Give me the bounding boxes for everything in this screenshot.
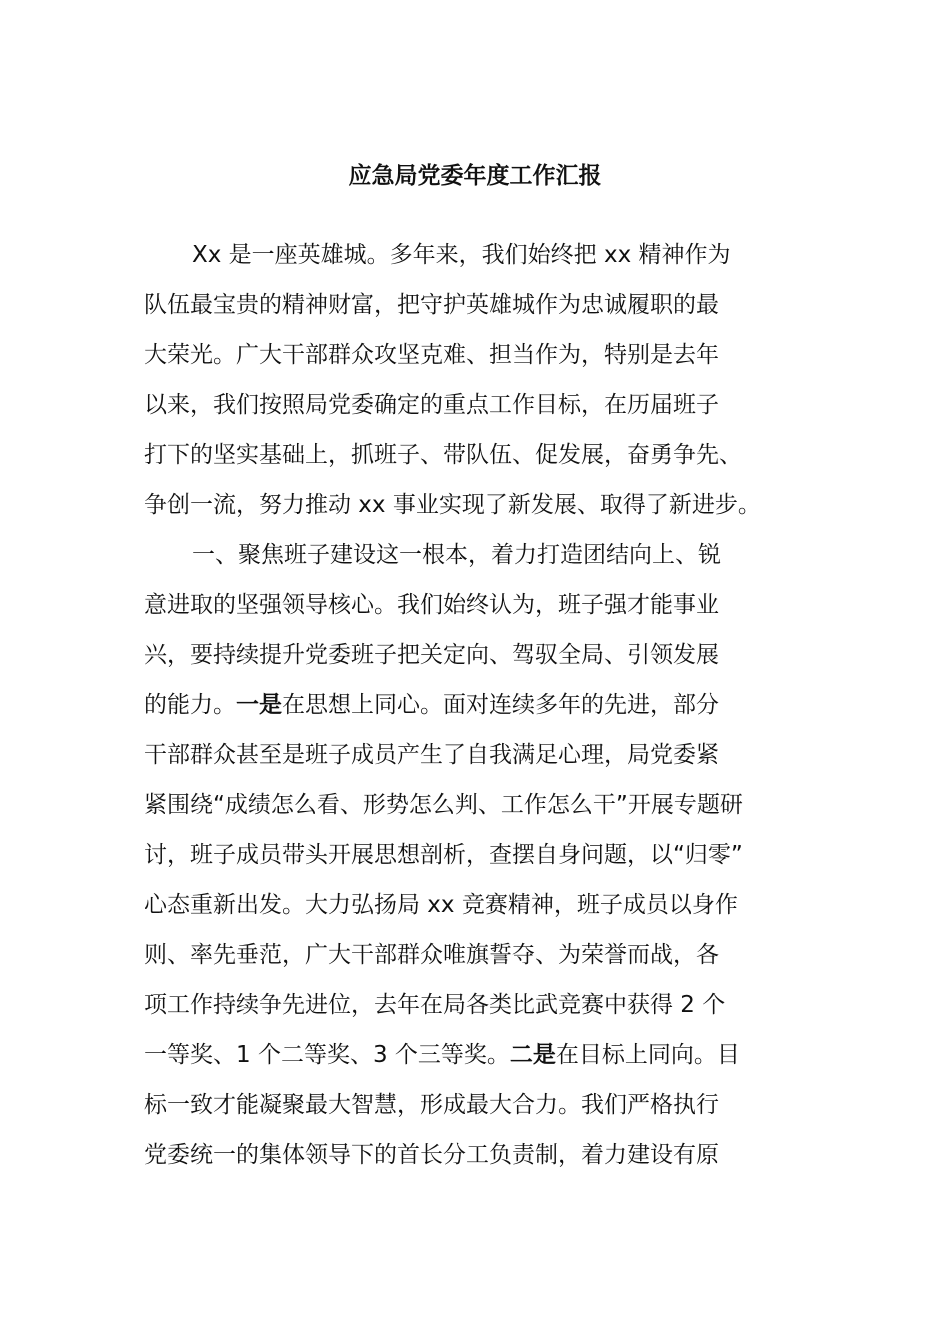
- document-body: [144, 230, 814, 1180]
- document-title: 应急局党委年度工作汇报: [348, 163, 602, 189]
- text-line: 讨，班子成员带头开展思想剖析，查摆自身问题，以“归零”: [144, 842, 743, 868]
- text-line: 标一致才能凝聚最大智慧，形成最大合力。我们严格执行: [144, 1092, 719, 1118]
- paragraph-intro: [144, 230, 814, 530]
- text-segment: 在思想上同心。面对连续多年的先进，部分: [282, 692, 719, 718]
- text-line: 以来，我们按照局党委确定的重点工作目标，在历届班子: [144, 392, 719, 418]
- text-line: 紧围绕“成绩怎么看、形势怎么判、工作怎么干”开展专题研: [144, 792, 743, 818]
- text-line: 一、聚焦班子建设这一根本，着力打造团结向上、锐: [192, 542, 721, 568]
- text-line: [144, 680, 814, 730]
- text-line: 心态重新出发。大力弘扬局 xx 竞赛精神，班子成员以身作: [144, 892, 738, 918]
- text-line: 打下的坚实基础上，抓班子、带队伍、促发展，奋勇争先、: [144, 442, 742, 468]
- text-line: 意进取的坚强领导核心。我们始终认为，班子强才能事业: [144, 592, 719, 618]
- text-line: 队伍最宝贵的精神财富，把守护英雄城作为忠诚履职的最: [144, 292, 719, 318]
- text-line: 项工作持续争先进位，去年在局各类比武竞赛中获得 2 个: [144, 992, 726, 1018]
- text-segment: 的能力。: [144, 692, 236, 718]
- text-line: 则、率先垂范，广大干部群众唯旗誓夺、为荣誉而战，各: [144, 942, 719, 968]
- text-line: 兴，要持续提升党委班子把关定向、驾驭全局、引领发展: [144, 642, 719, 668]
- text-segment: 一等奖、1 个二等奖、3 个三等奖。: [144, 1042, 510, 1068]
- bold-marker: 二是: [509, 1042, 556, 1068]
- text-segment: 在目标上同向。目: [555, 1042, 740, 1068]
- text-line: 党委统一的集体领导下的首长分工负责制，着力建设有原: [144, 1142, 719, 1168]
- text-line: 大荣光。广大干部群众攻坚克难、担当作为，特别是去年: [144, 342, 719, 368]
- text-line: Xx 是一座英雄城。多年来，我们始终把 xx 精神作为: [192, 242, 731, 268]
- bold-marker: 一是: [236, 692, 282, 718]
- paragraph-section-one: [144, 530, 814, 1180]
- text-line: [144, 1030, 814, 1080]
- text-line: 争创一流，努力推动 xx 事业实现了新发展、取得了新进步。: [144, 492, 761, 518]
- text-line: 干部群众甚至是班子成员产生了自我满足心理，局党委紧: [144, 742, 719, 768]
